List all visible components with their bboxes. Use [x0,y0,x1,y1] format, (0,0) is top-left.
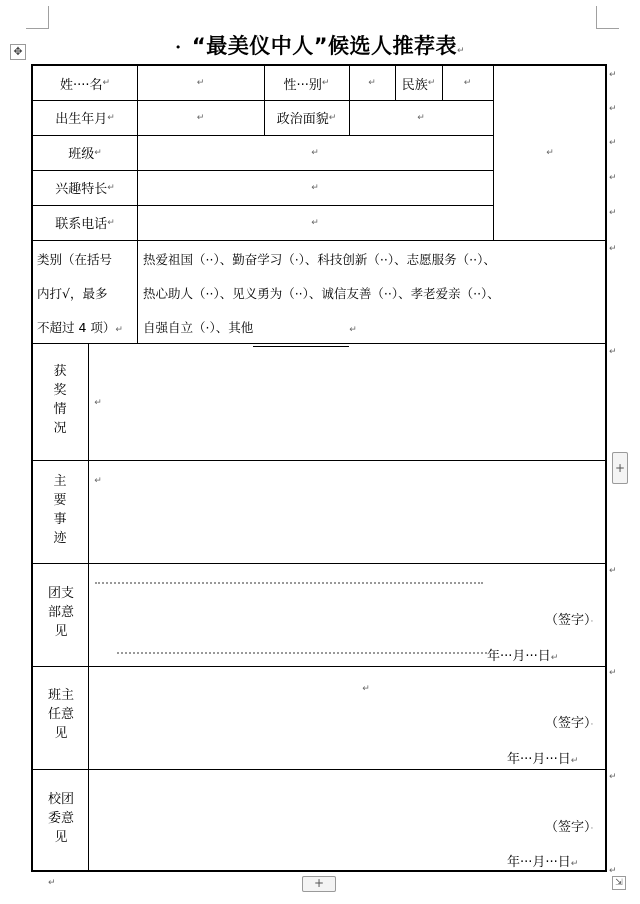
teacher-date[interactable]: 年···月···日↵ [507,752,579,767]
table-resize-handle-icon[interactable]: ⇲ [612,876,626,890]
row-line [33,563,607,564]
row-line [33,769,607,770]
page-title [0,30,640,60]
teacher-opinion-value[interactable]: ↵ [362,684,370,694]
row-end-mark: ↵ [609,173,617,183]
school-date[interactable]: 年···月···日↵ [507,855,579,870]
deeds-label: 主 要 事 迹 [53,474,67,546]
hobby-label: 兴趣特长 ↵ [55,182,115,197]
dotted-line [95,582,483,584]
gender-label: 性···别 ↵ [283,77,330,93]
recommendation-table [31,64,607,872]
political-label: 政治面貌 ↵ [276,112,337,127]
row-end-mark: ↵ [609,104,617,114]
row-end-mark: ↵ [609,772,617,782]
row-line [33,240,607,241]
phone-value[interactable]: ↵ [311,217,319,228]
col-line [88,343,89,872]
other-underline[interactable] [253,334,349,347]
class-value[interactable]: ↵ [311,147,319,158]
row-end-mark: ↵ [609,208,617,218]
branch-sign[interactable]: （签字）· [545,613,594,628]
awards-label: 获 奖 情 况 [53,364,67,436]
category-options[interactable]: 热爱祖国（··）、勤奋学习（·）、科技创新（··）、志愿服务（··）、 热心助人（··）、见义勇为（··）、诚信友善（··）、孝老爱亲（··）、 自强自立（·）、其他 ↵ [143,243,605,347]
gender-value[interactable]: ↵ [368,78,376,88]
row-line [33,460,607,461]
add-row-button[interactable]: + [302,876,336,892]
row-end-mark: ↵ [609,866,617,876]
table-move-handle-icon[interactable]: ✥ [10,44,26,60]
row-end-mark: ↵ [609,70,617,80]
row-end-mark: ↵ [609,668,617,678]
school-opinion-label: 校团 委意 见 [47,792,74,845]
row-line [33,666,607,667]
school-sign[interactable]: （签字）· [545,820,594,835]
row-end-mark: ↵ [609,244,617,254]
title-text: “最美仪中人”候选人推荐表 [191,34,458,58]
name-value[interactable]: ↵ [196,78,205,88]
paragraph-mark: ↵ [48,878,56,888]
branch-date[interactable]: 年···月···日↵ [487,649,559,664]
name-label: 姓····名 ↵ [59,77,111,93]
class-label: 班级 ↵ [68,147,102,162]
photo-cell[interactable]: ↵ [546,148,554,158]
branch-opinion-label: 团支 部意 见 [47,586,74,639]
teacher-opinion-label: 班主 任意 见 [47,688,74,741]
row-end-mark: ↵ [609,138,617,148]
bullet-dot: • [174,40,182,54]
hobby-value[interactable]: ↵ [311,182,319,193]
page-corner-top-left [26,6,49,29]
birth-value[interactable]: ↵ [196,112,205,123]
ethnicity-value[interactable]: ↵ [463,78,472,88]
political-value[interactable]: ↵ [417,112,425,123]
row-end-mark: ↵ [609,566,617,576]
dotted-line [117,652,487,654]
ethnicity-label: 民族 ↵ [401,77,436,93]
birth-label: 出生年月 ↵ [55,112,115,127]
deeds-value[interactable]: ↵ [94,476,102,486]
teacher-sign[interactable]: （签字）· [545,716,594,731]
add-column-button[interactable]: + [612,452,628,484]
category-label: 类别（在括号 内打√，最多 不超过 4 项）↵ [37,252,123,335]
phone-label: 联系电话 ↵ [55,217,115,232]
awards-value[interactable]: ↵ [94,398,102,408]
page-corner-top-right [596,6,619,29]
row-end-mark: ↵ [609,347,617,357]
paragraph-mark: ↵ [457,46,466,56]
